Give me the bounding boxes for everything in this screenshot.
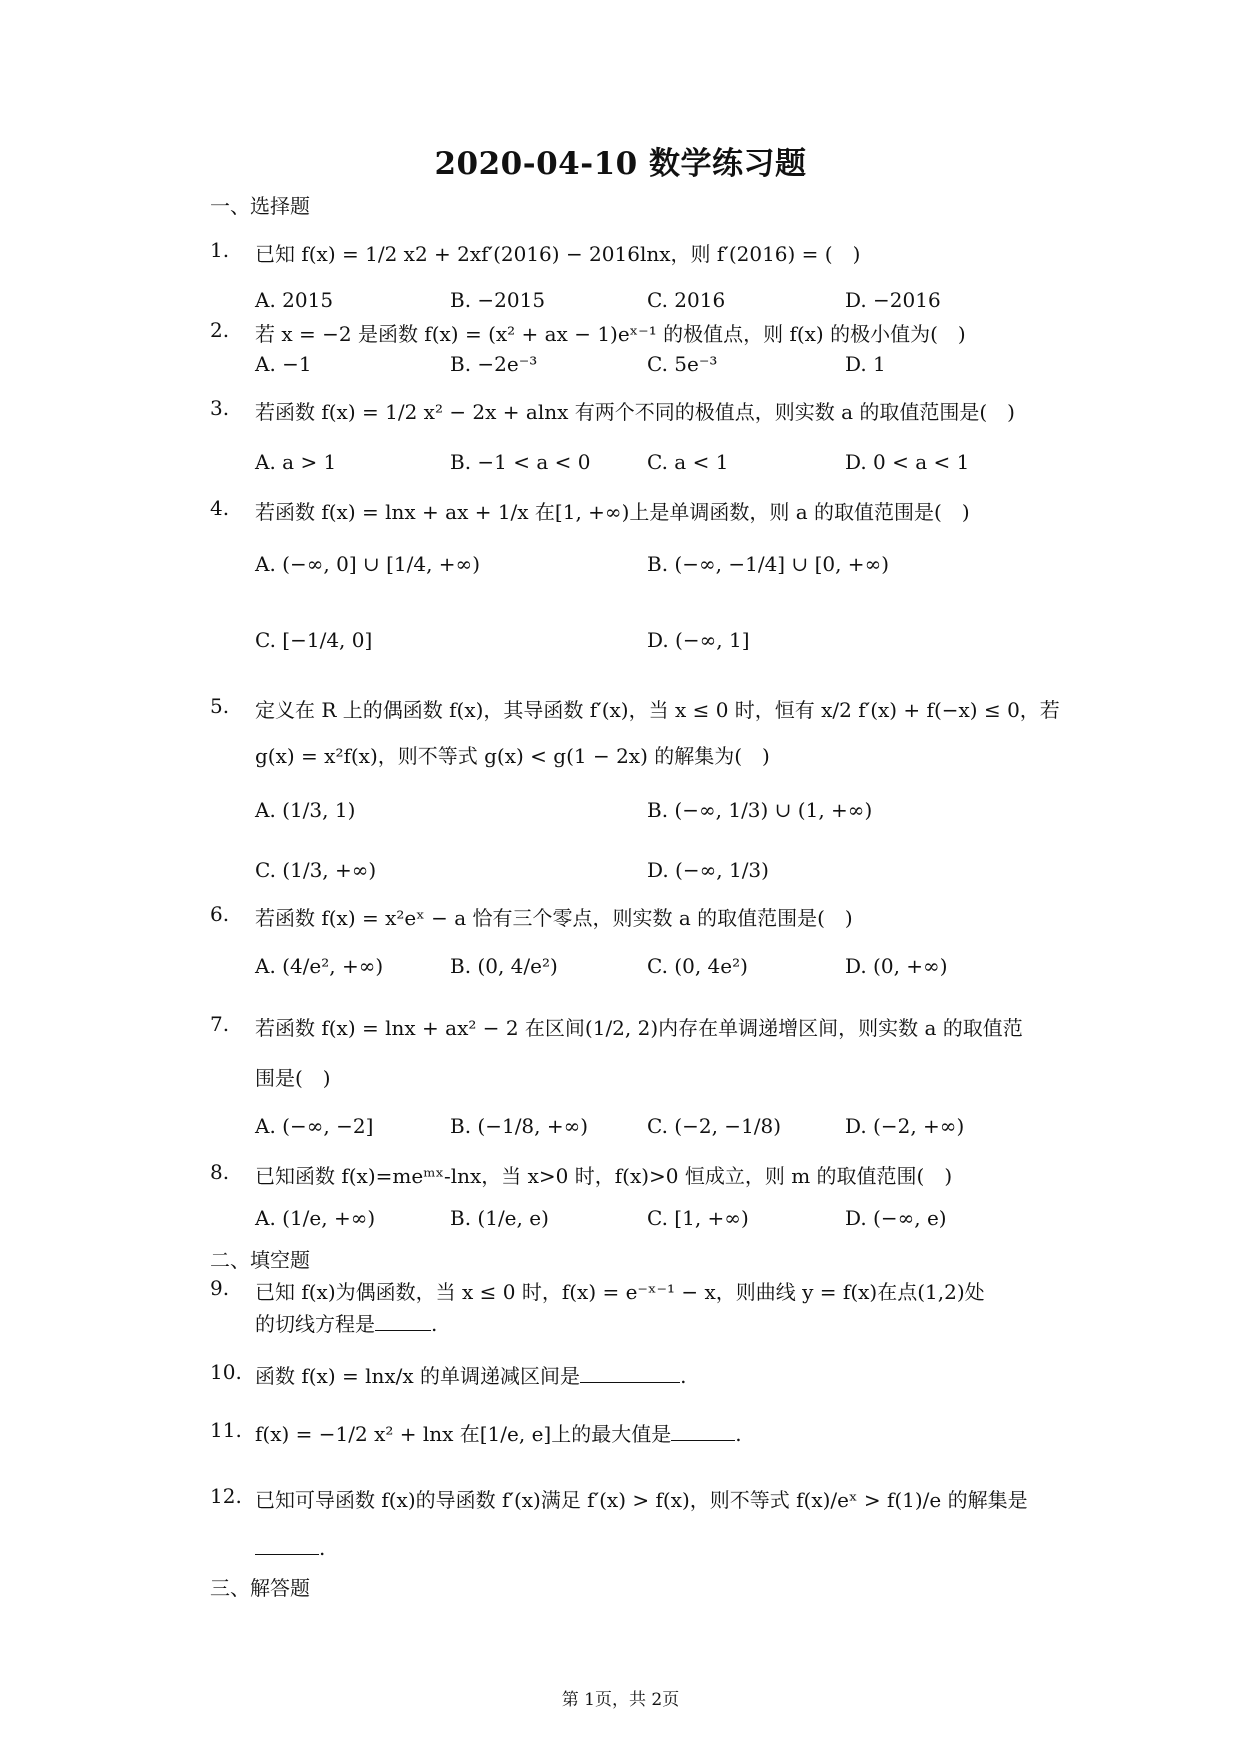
option-c: C. [−1/4, 0]: [255, 628, 373, 652]
question-number: 7.: [210, 1012, 230, 1036]
question-number: 4.: [210, 496, 230, 520]
option-d: D. (−2, +∞): [845, 1114, 965, 1138]
question-number: 9.: [210, 1276, 230, 1300]
question-end-punct: .: [431, 1312, 438, 1336]
answer-blank[interactable]: [375, 1312, 431, 1331]
question-number: 12.: [210, 1484, 242, 1508]
option-c: C. (1/3, +∞): [255, 858, 377, 882]
question-stem: 已知可导函数 f(x)的导函数 f′(x)满足 f′(x) > f(x)，则不等式 f(x)/eˣ > f(1)/e 的解集是: [255, 1488, 1028, 1512]
option-c: C. 5e⁻³: [647, 352, 718, 376]
question-number: 1.: [210, 238, 230, 262]
answer-blank[interactable]: [580, 1364, 680, 1383]
question-stem: 已知 f(x)为偶函数，当 x ≤ 0 时，f(x) = e⁻ˣ⁻¹ − x，则曲线 y = f(x)在点(1,2)处: [255, 1280, 985, 1304]
section-choice-heading: 一、选择题: [210, 194, 310, 218]
option-b: B. (1/e, e): [450, 1206, 549, 1230]
question-stem-continued: g(x) = x²f(x)，则不等式 g(x) < g(1 − 2x) 的解集为( ): [255, 744, 770, 768]
option-c: C. 2016: [647, 288, 726, 312]
option-a: A. (1/3, 1): [255, 798, 356, 822]
option-d: D. 0 < a < 1: [845, 450, 970, 474]
question-stem-continued: 围是( ): [255, 1066, 331, 1090]
question-stem-text: 的切线方程是: [255, 1312, 375, 1336]
answer-blank[interactable]: [671, 1422, 735, 1441]
option-d: D. −2016: [845, 288, 941, 312]
question-stem: 定义在 R 上的偶函数 f(x)，其导函数 f′(x)，当 x ≤ 0 时，恒有 x/2 f′(x) + f(−x) ≤ 0，若: [255, 698, 1060, 722]
option-c: C. (0, 4e²): [647, 954, 748, 978]
option-b: B. −2e⁻³: [450, 352, 538, 376]
option-a: A. −1: [255, 352, 312, 376]
question-stem: 若 x = −2 是函数 f(x) = (x² + ax − 1)eˣ⁻¹ 的极值点，则 f(x) 的极小值为( ): [255, 322, 966, 346]
option-c: C. [1, +∞): [647, 1206, 749, 1230]
section-fill-heading: 二、填空题: [210, 1248, 310, 1272]
question-stem: 若函数 f(x) = lnx + ax² − 2 在区间(1/2, 2)内存在单调递增区间，则实数 a 的取值范: [255, 1016, 1023, 1040]
option-b: B. −1 < a < 0: [450, 450, 591, 474]
option-b: B. (−1/8, +∞): [450, 1114, 589, 1138]
question-stem: 若函数 f(x) = 1/2 x² − 2x + alnx 有两个不同的极值点，则实数 a 的取值范围是( ): [255, 400, 1015, 424]
question-stem: [255, 1360, 686, 1389]
option-b: B. (−∞, 1/3) ∪ (1, +∞): [647, 798, 873, 822]
question-stem-text: f(x) = −1/2 x² + lnx 在[1/e, e]上的最大值是: [255, 1422, 672, 1446]
question-stem: [255, 1418, 742, 1447]
section-solve-heading: 三、解答题: [210, 1576, 310, 1600]
question-number: 6.: [210, 902, 230, 926]
option-c: C. (−2, −1/8): [647, 1114, 782, 1138]
question-answer-line: [255, 1536, 325, 1560]
option-d: D. 1: [845, 352, 886, 376]
option-a: A. a > 1: [255, 450, 337, 474]
question-end-punct: .: [319, 1536, 326, 1560]
option-b: B. −2015: [450, 288, 546, 312]
question-number: 11.: [210, 1418, 242, 1442]
question-end-punct: .: [735, 1422, 742, 1446]
option-a: A. (1/e, +∞): [255, 1206, 376, 1230]
option-b: B. (0, 4/e²): [450, 954, 558, 978]
page-title: 2020-04-10 数学练习题: [434, 146, 807, 182]
option-b: B. (−∞, −1/4] ∪ [0, +∞): [647, 552, 890, 576]
page-footer: 第 1页，共 2页: [561, 1690, 680, 1710]
question-number: 3.: [210, 396, 230, 420]
option-d: D. (0, +∞): [845, 954, 948, 978]
answer-blank[interactable]: [255, 1536, 319, 1555]
question-stem-text: 函数 f(x) = lnx/x 的单调递减区间是: [255, 1364, 581, 1388]
option-a: A. (−∞, −2]: [255, 1114, 374, 1138]
question-stem: 若函数 f(x) = lnx + ax + 1/x 在[1, +∞)上是单调函数，则 a 的取值范围是( ): [255, 500, 970, 524]
question-stem-continued: [255, 1308, 437, 1337]
option-c: C. a < 1: [647, 450, 729, 474]
option-a: A. 2015: [255, 288, 334, 312]
question-stem: 若函数 f(x) = x²eˣ − a 恰有三个零点，则实数 a 的取值范围是( ): [255, 906, 853, 930]
question-number: 5.: [210, 694, 230, 718]
option-d: D. (−∞, 1/3): [647, 858, 769, 882]
question-number: 2.: [210, 318, 230, 342]
question-end-punct: .: [680, 1364, 687, 1388]
question-stem: 已知 f(x) = 1/2 x2 + 2xf′(2016) − 2016lnx，则 f′(2016) = ( ): [255, 242, 861, 266]
question-number: 8.: [210, 1160, 230, 1184]
option-a: A. (4/e², +∞): [255, 954, 384, 978]
option-a: A. (−∞, 0] ∪ [1/4, +∞): [255, 552, 481, 576]
question-number: 10.: [210, 1360, 242, 1384]
question-stem: 已知函数 f(x)=meᵐˣ-lnx，当 x>0 时，f(x)>0 恒成立，则 m 的取值范围( ): [255, 1164, 953, 1188]
option-d: D. (−∞, 1]: [647, 628, 750, 652]
option-d: D. (−∞, e): [845, 1206, 947, 1230]
